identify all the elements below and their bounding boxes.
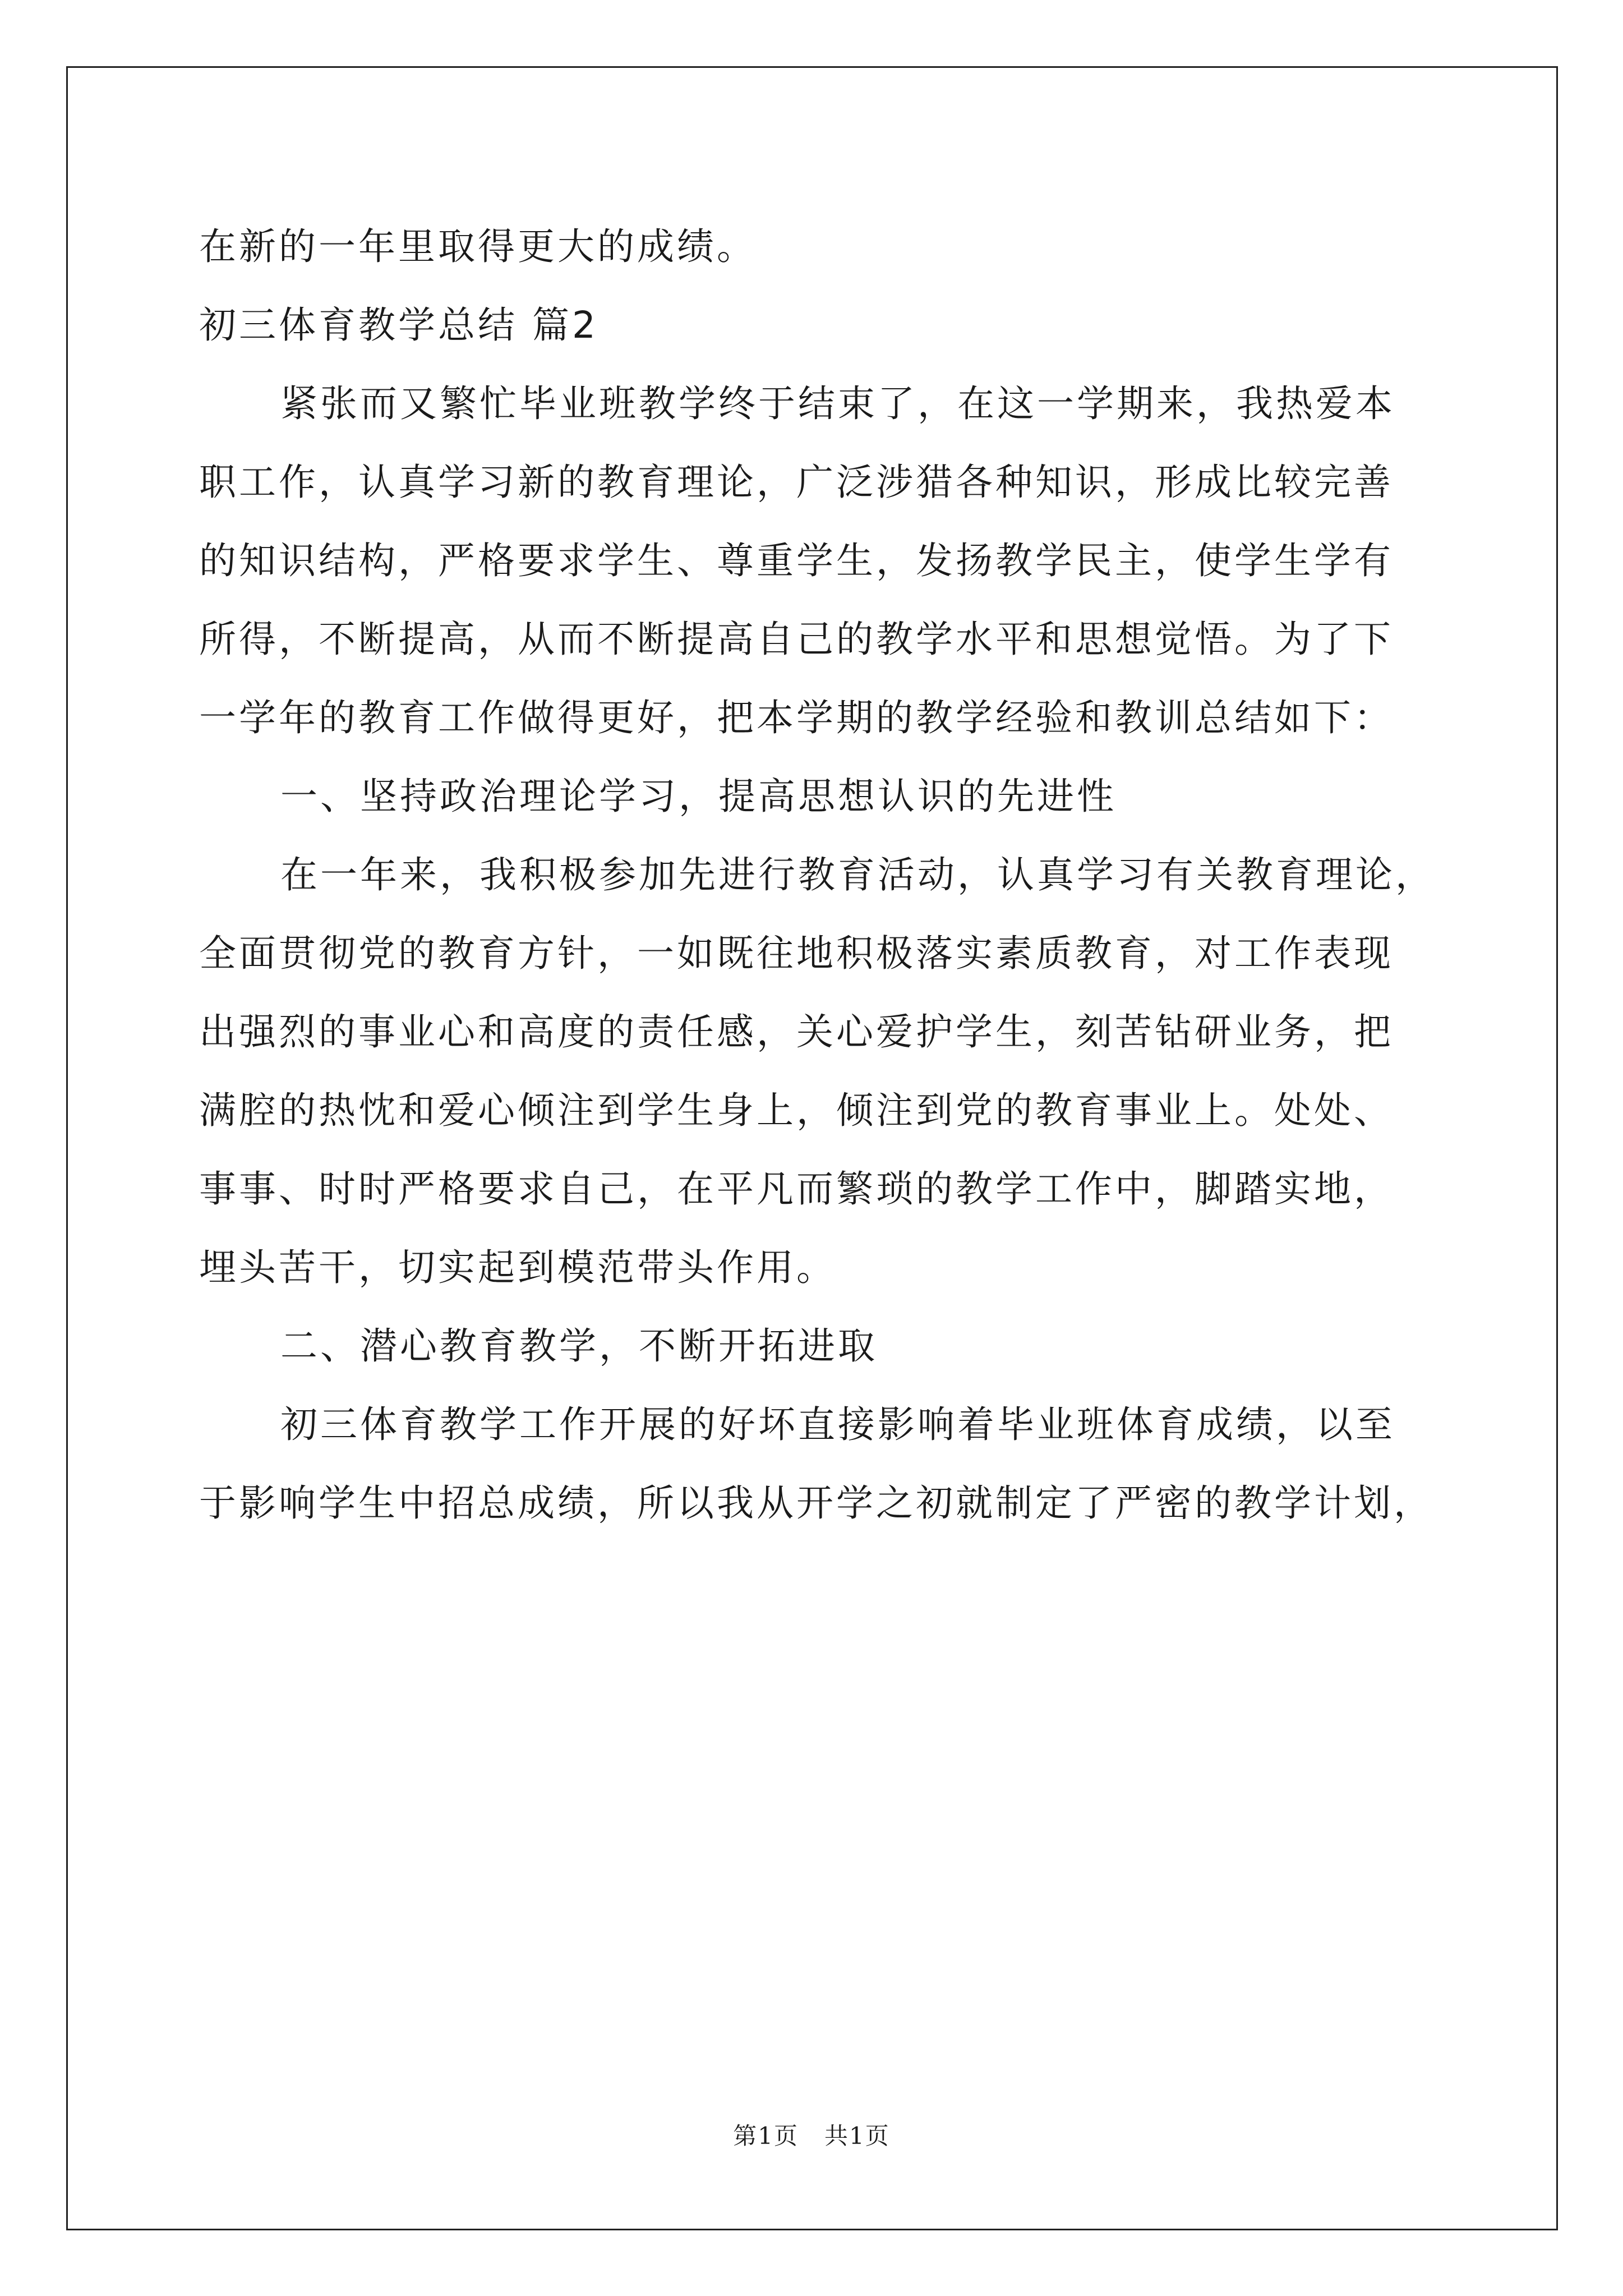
text-line: 所得，不断提高，从而不断提高自己的教学水平和思想觉悟。为了下 — [199, 618, 1394, 661]
text-line: 在一年来，我积极参加先进行教育活动，认真学习有关教育理论， — [280, 853, 1435, 896]
text-line: 事事、时时严格要求自己，在平凡而繁琐的教学工作中，脚踏实地， — [199, 1167, 1394, 1211]
text-line: 紧张而又繁忙毕业班教学终于结束了，在这一学期来，我热爱本 — [280, 382, 1395, 425]
text-line: 于影响学生中招总成绩，所以我从开学之初就制定了严密的教学计划， — [199, 1481, 1433, 1525]
text-line: 出强烈的事业心和高度的责任感，关心爱护学生，刻苦钻研业务，把 — [199, 1010, 1394, 1053]
page-footer: 第1页 共1页 — [733, 2122, 890, 2150]
text-line: 一学年的教育工作做得更好，把本学期的教学经验和教训总结如下： — [199, 696, 1394, 739]
subheading: 二、潜心教育教学，不断开拓进取 — [280, 1324, 878, 1368]
text-line: 满腔的热忱和爱心倾注到学生身上，倾注到党的教育事业上。处处、 — [199, 1089, 1394, 1132]
text-line: 的知识结构，严格要求学生、尊重学生，发扬教学民主，使学生学有 — [199, 539, 1394, 582]
text-line: 埋头苦干，切实起到模范带头作用。 — [199, 1246, 836, 1289]
text-line: 初三体育教学工作开展的好坏直接影响着毕业班体育成绩，以至 — [280, 1403, 1395, 1446]
text-line: 职工作，认真学习新的教育理论，广泛涉猎各种知识，形成比较完善 — [199, 461, 1394, 504]
text-line: 在新的一年里取得更大的成绩。 — [199, 225, 757, 268]
subheading: 一、坚持政治理论学习，提高思想认识的先进性 — [280, 775, 1117, 818]
section-heading: 初三体育教学总结 篇2 — [199, 303, 598, 347]
text-line: 全面贯彻党的教育方针，一如既往地积极落实素质教育，对工作表现 — [199, 932, 1394, 975]
